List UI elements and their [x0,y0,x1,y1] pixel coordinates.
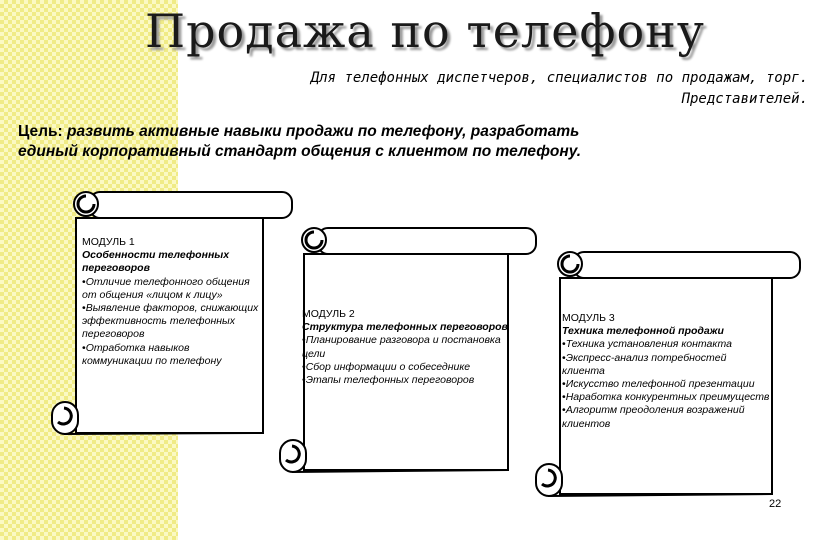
goal-label: Цель: [18,123,63,140]
module-1-scroll [44,190,296,438]
list-item: • Выявление факторов, снижающих эффективность телефонных переговоров [82,302,260,342]
list-item: • Техника установления контакта [562,338,770,351]
list-item: • Экспресс-анализ потребностей клиента [562,352,770,378]
module-title: Структура телефонных переговоров [302,321,508,334]
page-number: 22 [769,498,782,510]
module-3-body [562,312,770,431]
module-2-scroll [272,226,542,476]
module-items [302,334,512,387]
module-heading: МОДУЛЬ 2 [302,308,355,320]
module-1-body [82,236,260,368]
list-item: • Алгоритм преодоления возражений клиентов [562,404,770,430]
slide-title: Продажа по телефону [145,4,705,58]
module-title: Техника телефонной продажи [562,325,724,338]
list-item: • Этапы телефонных переговоров [302,374,512,387]
module-2-body [302,308,512,387]
list-item: • Отработка навыков коммуникации по телефону [82,342,260,368]
module-heading: МОДУЛЬ 3 [562,312,615,324]
module-heading: МОДУЛЬ 1 [82,236,135,248]
goal-statement [18,122,588,162]
module-items [562,338,770,430]
module-items [82,276,260,368]
list-item: • Планирование разговора и постановка цели [302,334,512,360]
slide-subtitle: Для телефонных диспетчеров, специалистов по продажам, торг. Представителей. [310,70,808,107]
list-item: • Искусство телефонной презентации [562,378,770,391]
list-item: • Отличие телефонного общения от общения «лицом к лицу» [82,276,260,302]
module-3-scroll [528,250,804,500]
goal-text: развить активные навыки продажи по телефону, разработать единый корпоративный стандарт общения с клиентом по телефону. [18,123,582,160]
list-item: • Наработка конкурентных преимуществ [562,391,770,404]
module-title: Особенности телефонных переговоров [82,249,230,275]
list-item: • Сбор информации о собеседнике [302,361,512,374]
